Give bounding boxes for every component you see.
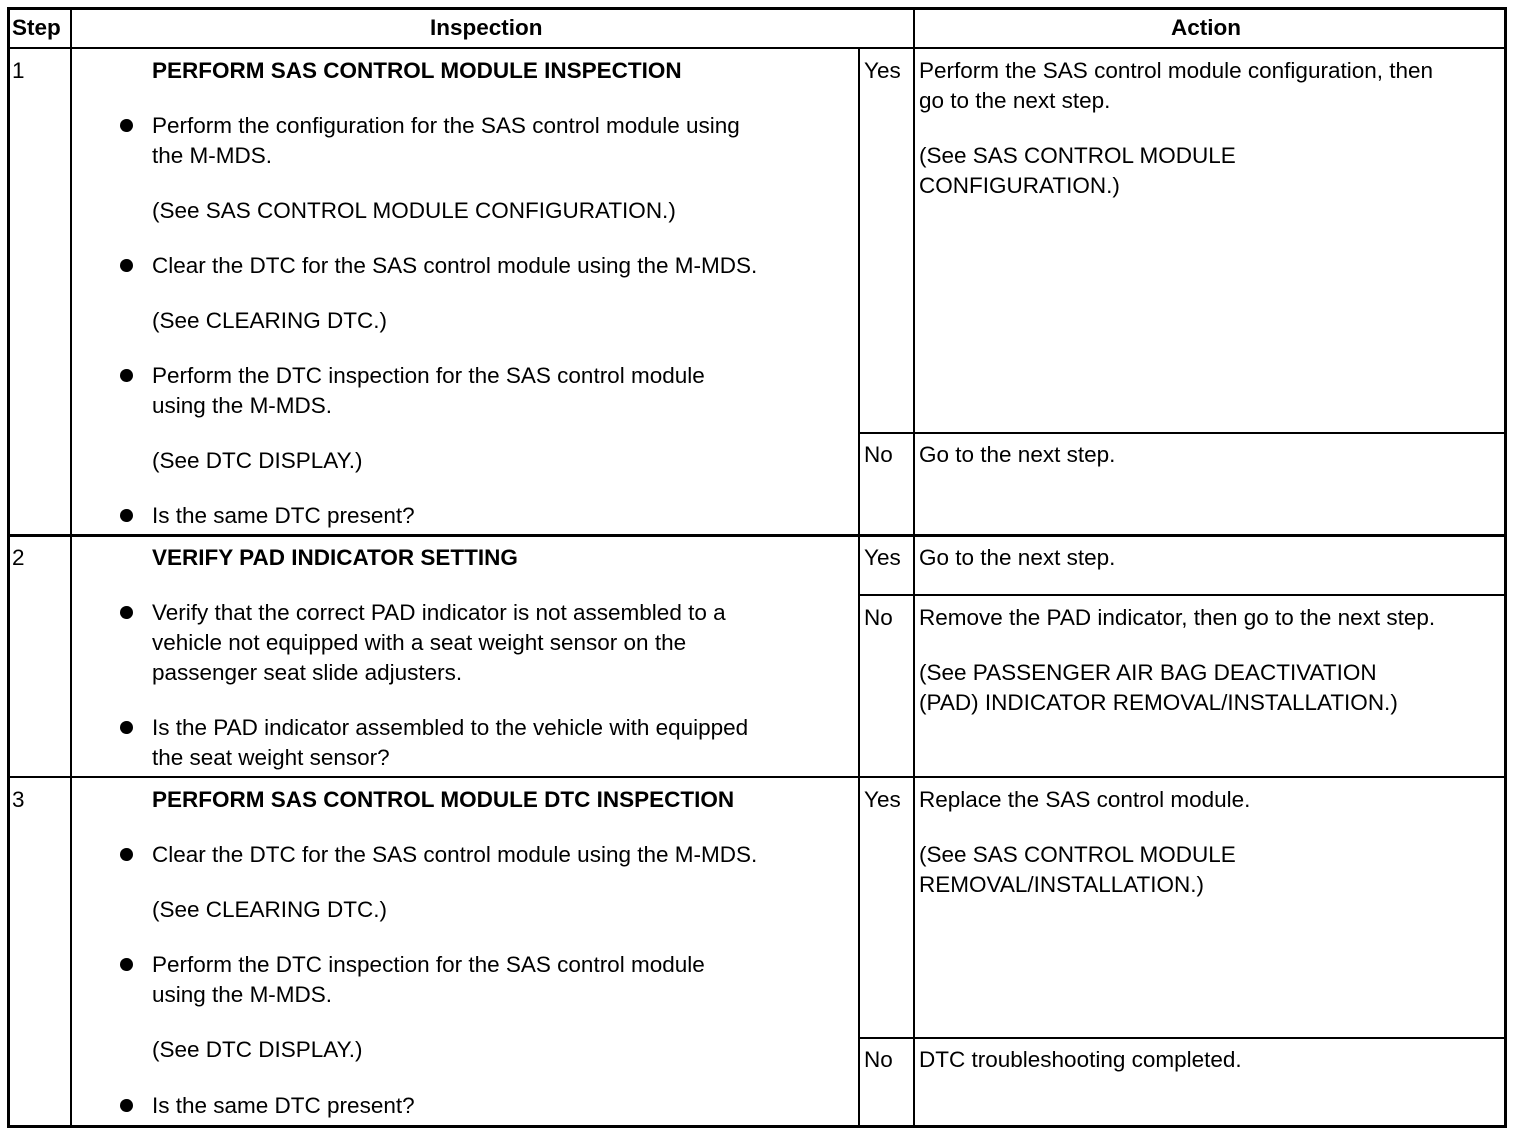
inspection-reference: (See SAS CONTROL MODULE CONFIGURATION.) — [152, 198, 676, 223]
inspection-line: vehicle not equipped with a seat weight sensor on the — [152, 630, 687, 655]
bullet-icon — [120, 1099, 133, 1112]
header-action: Action — [1171, 15, 1241, 40]
bullet-icon — [120, 848, 133, 861]
no-label: No — [864, 1047, 893, 1072]
bullet-icon — [120, 119, 133, 132]
column-divider — [913, 8, 915, 1126]
inspection-reference: (See CLEARING DTC.) — [152, 897, 388, 922]
yes-label: Yes — [864, 58, 901, 83]
row-divider — [8, 534, 1506, 537]
no-label: No — [864, 442, 893, 467]
inspection-reference: (See CLEARING DTC.) — [152, 308, 388, 333]
sub-row-divider — [858, 1037, 1506, 1039]
step-number: 3 — [12, 787, 25, 812]
header-inspection: Inspection — [430, 15, 543, 40]
inspection-line: Clear the DTC for the SAS control module using the M-MDS. — [152, 253, 758, 278]
action-line: DTC troubleshooting completed. — [919, 1047, 1242, 1072]
step-title: PERFORM SAS CONTROL MODULE INSPECTION — [152, 58, 682, 83]
step-number: 1 — [12, 58, 25, 83]
sub-row-divider — [858, 594, 1506, 596]
action-line: Replace the SAS control module. — [919, 787, 1251, 812]
bullet-icon — [120, 958, 133, 971]
column-divider — [70, 8, 72, 1126]
action-reference: CONFIGURATION.) — [919, 173, 1120, 198]
action-reference: (See SAS CONTROL MODULE — [919, 842, 1236, 867]
action-line: Perform the SAS control module configuration, then — [919, 58, 1434, 83]
column-divider — [858, 48, 860, 1126]
action-reference: REMOVAL/INSTALLATION.) — [919, 872, 1205, 897]
inspection-line: the M-MDS. — [152, 143, 273, 168]
inspection-line: Perform the DTC inspection for the SAS control module — [152, 952, 705, 977]
action-reference: (See PASSENGER AIR BAG DEACTIVATION — [919, 660, 1377, 685]
inspection-reference: (See DTC DISPLAY.) — [152, 448, 363, 473]
inspection-line: Perform the DTC inspection for the SAS control module — [152, 363, 705, 388]
sub-row-divider — [858, 432, 1506, 434]
inspection-line: Is the same DTC present? — [152, 1093, 415, 1118]
action-reference: (PAD) INDICATOR REMOVAL/INSTALLATION.) — [919, 690, 1398, 715]
inspection-line: passenger seat slide adjusters. — [152, 660, 463, 685]
bullet-icon — [120, 369, 133, 382]
row-divider — [8, 47, 1506, 49]
inspection-line: using the M-MDS. — [152, 982, 333, 1007]
step-title: VERIFY PAD INDICATOR SETTING — [152, 545, 518, 570]
action-line: Go to the next step. — [919, 545, 1116, 570]
no-label: No — [864, 605, 893, 630]
yes-label: Yes — [864, 545, 901, 570]
inspection-line: Perform the configuration for the SAS control module using — [152, 113, 740, 138]
header-step: Step — [12, 15, 61, 40]
inspection-line: Is the same DTC present? — [152, 503, 415, 528]
inspection-line: the seat weight sensor? — [152, 745, 390, 770]
bullet-icon — [120, 509, 133, 522]
inspection-line: Clear the DTC for the SAS control module using the M-MDS. — [152, 842, 758, 867]
bullet-icon — [120, 721, 133, 734]
inspection-line: Verify that the correct PAD indicator is not assembled to a — [152, 600, 726, 625]
action-line: Go to the next step. — [919, 442, 1116, 467]
row-divider — [8, 776, 1506, 778]
inspection-line: using the M-MDS. — [152, 393, 333, 418]
step-title: PERFORM SAS CONTROL MODULE DTC INSPECTION — [152, 787, 735, 812]
bullet-icon — [120, 259, 133, 272]
inspection-line: Is the PAD indicator assembled to the vehicle with equipped — [152, 715, 749, 740]
yes-label: Yes — [864, 787, 901, 812]
step-number: 2 — [12, 545, 25, 570]
bullet-icon — [120, 606, 133, 619]
action-line: go to the next step. — [919, 88, 1111, 113]
action-line: Remove the PAD indicator, then go to the next step. — [919, 605, 1436, 630]
inspection-reference: (See DTC DISPLAY.) — [152, 1037, 363, 1062]
action-reference: (See SAS CONTROL MODULE — [919, 143, 1236, 168]
